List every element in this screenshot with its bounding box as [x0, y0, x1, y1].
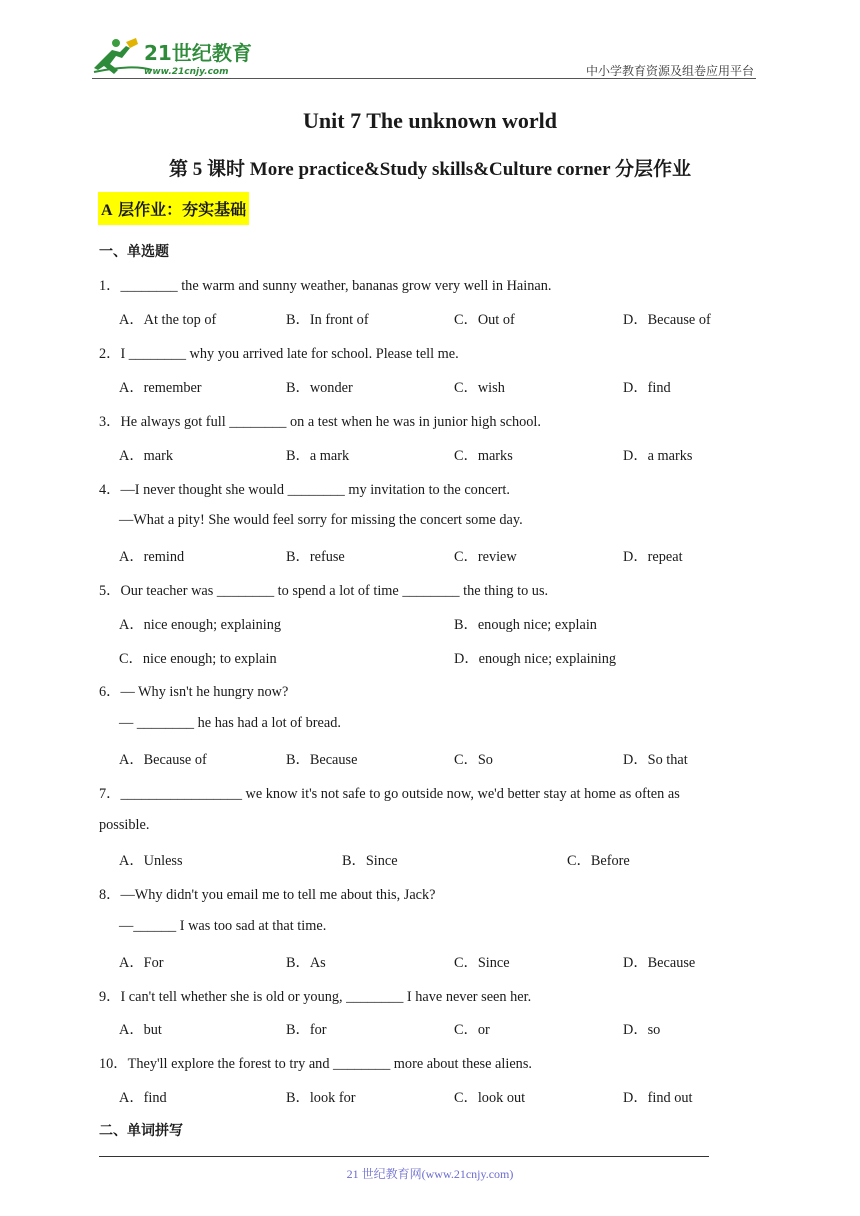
question-8-stem: 8．—Why didn't you email me to tell me about this, Jack?: [99, 887, 436, 903]
footer-divider: [99, 1156, 709, 1157]
q5-option-a[interactable]: A．nice enough; explaining: [119, 617, 281, 633]
q9-option-c[interactable]: C．or: [454, 1022, 490, 1038]
header-logo: [92, 36, 262, 78]
runner-logo-icon: [92, 36, 262, 78]
q2-option-a[interactable]: A．remember: [119, 380, 202, 396]
q10-option-b[interactable]: B．look for: [286, 1090, 356, 1106]
platform-name: 中小学教育资源及组卷应用平台: [585, 64, 754, 78]
part-multiple-choice-heading: 一、单选题: [99, 244, 169, 260]
part-spelling-heading: 二、单词拼写: [99, 1123, 183, 1139]
q8-option-c[interactable]: C．Since: [454, 955, 510, 971]
question-9-stem: 9．I can't tell whether she is old or young, ________ I have never seen her.: [99, 989, 532, 1005]
question-10-stem: 10．They'll explore the forest to try and ________ more about these aliens.: [99, 1056, 532, 1072]
question-4-stem-line-2: —What a pity! She would feel sorry for missing the concert some day.: [119, 512, 523, 528]
subtitle-lesson-number: 5: [188, 159, 208, 180]
subtitle-lesson-label: 第: [169, 158, 189, 180]
question-7-stem-line-2: possible.: [99, 817, 150, 833]
q8-option-d[interactable]: D．Because: [623, 955, 696, 971]
q3-option-c[interactable]: C．marks: [454, 448, 513, 464]
q3-option-b[interactable]: B．a mark: [286, 448, 350, 464]
q4-option-a[interactable]: A．remind: [119, 549, 185, 565]
q2-option-b[interactable]: B．wonder: [286, 380, 353, 396]
q1-option-d[interactable]: D．Because of: [623, 312, 711, 328]
question-4-stem: 4．—I never thought she would ________ my invitation to the concert.: [99, 482, 510, 498]
section-a-letter: A: [101, 202, 113, 219]
q6-option-b[interactable]: B．Because: [286, 752, 358, 768]
q3-option-a[interactable]: A．mark: [119, 448, 173, 464]
q2-option-c[interactable]: C．wish: [454, 380, 505, 396]
question-8-stem-line-2: —______ I was too sad at that time.: [119, 918, 327, 934]
q5-option-d[interactable]: D．enough nice; explaining: [454, 651, 616, 667]
q7-option-b[interactable]: B．Since: [342, 853, 398, 869]
question-6-stem-line-2: — ________ he has had a lot of bread.: [119, 715, 341, 731]
subtitle-homework-label: 分层作业: [614, 158, 691, 180]
page-subtitle: [0, 154, 860, 181]
q7-option-c[interactable]: C．Before: [567, 853, 630, 869]
q10-option-a[interactable]: A．find: [119, 1090, 167, 1106]
q1-option-b[interactable]: B．In front of: [286, 312, 369, 328]
q2-option-d[interactable]: D．find: [623, 380, 671, 396]
q8-option-a[interactable]: A．For: [119, 955, 164, 971]
q5-option-c[interactable]: C．nice enough; to explain: [119, 651, 277, 667]
page-title: Unit 7 The unknown world: [303, 108, 557, 133]
q7-option-a[interactable]: A．Unless: [119, 853, 183, 869]
q6-option-a[interactable]: A．Because of: [119, 752, 207, 768]
q1-option-c[interactable]: C．Out of: [454, 312, 515, 328]
logo-brand-text: 21世纪教育: [144, 41, 252, 65]
q9-option-b[interactable]: B．for: [286, 1022, 327, 1038]
question-1-stem: 1．________ the warm and sunny weather, bananas grow very well in Hainan.: [99, 278, 552, 294]
section-a-heading: [98, 192, 249, 225]
q10-option-d[interactable]: D．find out: [623, 1090, 693, 1106]
q4-option-c[interactable]: C．review: [454, 549, 517, 565]
q4-option-d[interactable]: D．repeat: [623, 549, 683, 565]
q6-option-c[interactable]: C．So: [454, 752, 493, 768]
section-a-label: 层作业：夯实基础: [112, 200, 247, 219]
question-7-stem: 7．_________________ we know it's not safe to go outside now, we'd better stay at home as often as: [99, 786, 680, 802]
question-2-stem: 2．I ________ why you arrived late for school. Please tell me.: [99, 346, 459, 362]
q3-option-d[interactable]: D．a marks: [623, 448, 693, 464]
q9-option-d[interactable]: D．so: [623, 1022, 661, 1038]
q6-option-d[interactable]: D．So that: [623, 752, 688, 768]
question-3-stem: 3．He always got full ________ on a test when he was in junior high school.: [99, 414, 541, 430]
q10-option-c[interactable]: C．look out: [454, 1090, 526, 1106]
subtitle-lesson-unit: 课时: [207, 158, 246, 180]
question-6-stem: 6．— Why isn't he hungry now?: [99, 684, 289, 700]
q1-option-a[interactable]: A．At the top of: [119, 312, 217, 328]
question-5-stem: 5．Our teacher was ________ to spend a lot of time ________ the thing to us.: [99, 583, 549, 599]
header-divider: [92, 78, 756, 79]
q5-option-b[interactable]: B．enough nice; explain: [454, 617, 597, 633]
logo-url-text: www.21cnjy.com: [144, 67, 229, 77]
q4-option-b[interactable]: B．refuse: [286, 549, 345, 565]
footer-source: 21 世纪教育网(www.21cnjy.com): [346, 1167, 514, 1181]
q9-option-a[interactable]: A．but: [119, 1022, 162, 1038]
q8-option-b[interactable]: B．As: [286, 955, 326, 971]
subtitle-topic: More practice&Study skills&Culture corner: [245, 159, 615, 180]
